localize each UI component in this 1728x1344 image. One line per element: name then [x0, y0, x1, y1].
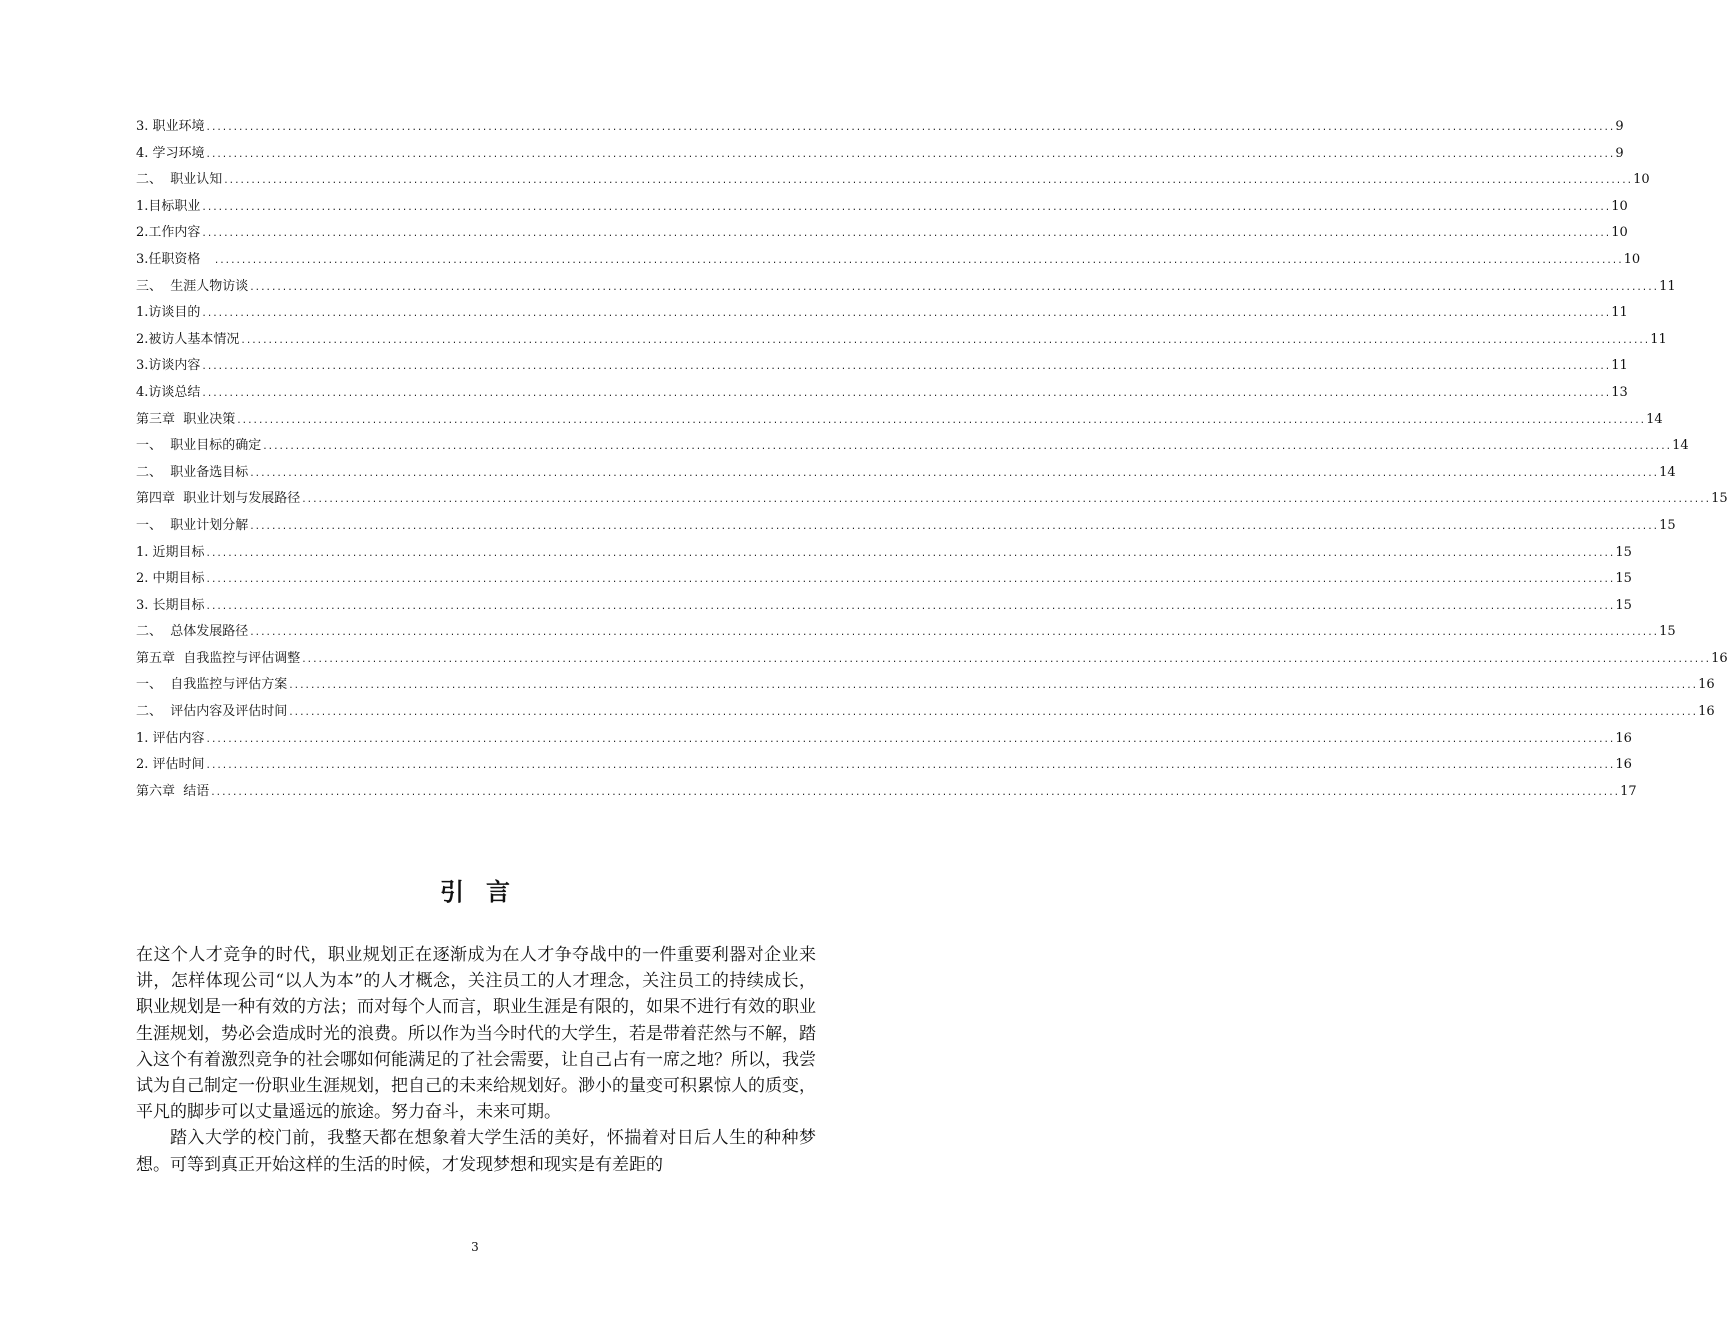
toc-entry-label: 一、 职业计划分解 [136, 517, 249, 533]
toc-entry-page: 16 [1615, 757, 1632, 773]
toc-dot-leader: .................................................................................................................................................................................................................................................................... [301, 495, 1711, 506]
toc-entry-page: 10 [1633, 172, 1650, 188]
toc-entry-page: 11 [1650, 331, 1667, 347]
toc-entry-page: 16 [1711, 650, 1728, 666]
table-of-contents [136, 114, 1728, 805]
toc-entry[interactable] [136, 672, 1715, 699]
toc-entry[interactable] [136, 646, 1728, 673]
toc-entry-page: 15 [1659, 517, 1676, 533]
toc-dot-leader: .................................................................................................................................................................................................................................................................... [213, 255, 1623, 266]
toc-entry-label: 第三章 职业决策 [136, 411, 236, 427]
toc-dot-leader: .................................................................................................................................................................................................................................................................... [288, 708, 1698, 719]
toc-entry-label: 一、 职业目标的确定 [136, 438, 262, 454]
paragraph-intro: 在这个人才竞争的时代，职业规划正在逐渐成为在人才争夺战中的一件重要利器对企业来讲，怎样体现公司“以人为本”的人才概念，关注员工的人才理念，关注员工的持续成长，职业规划是一种有效的方法；而对每个人而言，职业生涯是有限的，如果不进行有效的职业生涯规划，势必会造成时光的浪费。所以作为当今时代的大学生，若是带着茫然与不解，踏入这个有着激烈竞争的社会哪如何能满足的了社会需要，让自己占有一席之地？所以，我尝试为自己制定一份职业生涯规划，把自己的未来给规划好。渺小的量变可积累惊人的质变，平凡的脚步可以丈量遥远的旅途。努力奋斗，未来可期。 [136, 945, 816, 1123]
toc-entry[interactable] [136, 513, 1676, 540]
toc-entry-page: 15 [1711, 491, 1728, 507]
toc-entry-label: 2. 评估时间 [136, 757, 205, 773]
toc-entry-page: 13 [1611, 384, 1628, 400]
toc-entry-label: 4.访谈总结 [136, 384, 201, 400]
toc-entry-page: 10 [1623, 251, 1641, 267]
toc-entry-page: 14 [1672, 438, 1689, 454]
toc-entry-label: 2.被访人基本情况 [136, 331, 240, 347]
toc-dot-leader: .................................................................................................................................................................................................................................................................... [236, 415, 1646, 426]
toc-dot-leader: .................................................................................................................................................................................................................................................................... [201, 309, 1611, 320]
toc-entry[interactable] [136, 167, 1650, 194]
toc-entry-page: 16 [1698, 677, 1715, 693]
toc-dot-leader: .................................................................................................................................................................................................................................................................... [288, 681, 1698, 692]
toc-entry[interactable] [136, 141, 1624, 168]
toc-entry[interactable] [136, 407, 1663, 434]
toc-entry[interactable] [136, 726, 1632, 753]
toc-entry-label: 一、 自我监控与评估方案 [136, 677, 288, 693]
toc-dot-leader: .................................................................................................................................................................................................................................................................... [249, 628, 1659, 639]
toc-dot-leader: .................................................................................................................................................................................................................................................................... [205, 123, 1615, 133]
toc-entry[interactable] [136, 699, 1715, 726]
toc-entry[interactable] [136, 433, 1689, 460]
toc-dot-leader: .................................................................................................................................................................................................................................................................... [205, 761, 1615, 772]
toc-entry-page: 10 [1611, 225, 1628, 241]
toc-entry-page: 11 [1659, 278, 1676, 294]
toc-entry-label: 1.访谈目的 [136, 305, 201, 321]
toc-entry-label: 3.访谈内容 [136, 358, 201, 374]
toc-entry-page: 11 [1611, 305, 1628, 321]
toc-dot-leader: .................................................................................................................................................................................................................................................................... [249, 468, 1659, 479]
toc-entry-page: 14 [1646, 411, 1663, 427]
toc-entry-page: 11 [1611, 358, 1628, 374]
toc-entry-page: 16 [1698, 704, 1715, 720]
toc-entry-label: 3.任职资格 [136, 251, 213, 267]
page-number: 3 [471, 1240, 479, 1254]
toc-entry[interactable] [136, 460, 1676, 487]
toc-dot-leader: .................................................................................................................................................................................................................................................................... [201, 202, 1611, 213]
toc-entry[interactable] [136, 274, 1676, 301]
toc-dot-leader: .................................................................................................................................................................................................................................................................... [210, 787, 1620, 798]
toc-entry-label: 第四章 职业计划与发展路径 [136, 491, 301, 507]
toc-entry[interactable] [136, 353, 1628, 380]
toc-entry-label: 二、 总体发展路径 [136, 624, 249, 640]
toc-dot-leader: .................................................................................................................................................................................................................................................................... [205, 548, 1615, 559]
toc-dot-leader: .................................................................................................................................................................................................................................................................... [205, 734, 1615, 745]
toc-entry[interactable] [136, 380, 1628, 407]
toc-entry-page: 9 [1615, 145, 1624, 161]
toc-dot-leader: .................................................................................................................................................................................................................................................................... [201, 362, 1611, 373]
toc-dot-leader: .................................................................................................................................................................................................................................................................... [301, 654, 1711, 665]
toc-entry[interactable] [136, 114, 1624, 141]
toc-entry-label: 1.目标职业 [136, 198, 201, 214]
toc-dot-leader: .................................................................................................................................................................................................................................................................... [205, 575, 1615, 586]
toc-dot-leader: .................................................................................................................................................................................................................................................................... [201, 388, 1611, 399]
toc-entry-page: 16 [1615, 730, 1632, 746]
toc-entry-label: 二、 职业认知 [136, 172, 223, 188]
toc-entry[interactable] [136, 540, 1632, 567]
toc-dot-leader: .................................................................................................................................................................................................................................................................... [205, 149, 1615, 160]
toc-entry-page: 10 [1611, 198, 1628, 214]
toc-entry-page: 15 [1659, 624, 1676, 640]
toc-entry[interactable] [136, 566, 1632, 593]
toc-entry-label: 4. 学习环境 [136, 145, 205, 161]
toc-entry-label: 三、 生涯人物访谈 [136, 278, 249, 294]
toc-entry-label: 3. 长期目标 [136, 597, 205, 613]
toc-entry[interactable] [136, 220, 1628, 247]
toc-entry-label: 二、 职业备选目标 [136, 464, 249, 480]
toc-entry[interactable] [136, 752, 1632, 779]
toc-entry-page: 17 [1620, 783, 1637, 799]
toc-entry[interactable] [136, 300, 1628, 327]
toc-dot-leader: .................................................................................................................................................................................................................................................................... [249, 521, 1659, 532]
toc-entry-page: 14 [1659, 464, 1676, 480]
toc-entry-page: 15 [1615, 597, 1632, 613]
toc-entry-label: 二、 评估内容及评估时间 [136, 704, 288, 720]
toc-entry[interactable] [136, 619, 1676, 646]
toc-dot-leader: .................................................................................................................................................................................................................................................................... [240, 335, 1650, 346]
toc-dot-leader: .................................................................................................................................................................................................................................................................... [249, 282, 1659, 293]
toc-entry[interactable] [136, 327, 1667, 354]
toc-entry-page: 15 [1615, 544, 1632, 560]
toc-entry[interactable] [136, 194, 1628, 221]
toc-dot-leader: .................................................................................................................................................................................................................................................................... [262, 442, 1672, 453]
toc-entry-label: 2.工作内容 [136, 225, 201, 241]
toc-entry-label: 2. 中期目标 [136, 571, 205, 587]
toc-entry[interactable] [136, 247, 1641, 274]
toc-entry-page: 15 [1615, 571, 1632, 587]
toc-dot-leader: .................................................................................................................................................................................................................................................................... [201, 229, 1611, 240]
toc-entry-label: 1. 评估内容 [136, 730, 205, 746]
toc-entry-page: 9 [1615, 119, 1624, 134]
toc-entry-label: 第五章 自我监控与评估调整 [136, 650, 301, 666]
toc-entry-label: 3. 职业环境 [136, 119, 205, 134]
section-title: 引言 [440, 878, 532, 906]
toc-entry[interactable] [136, 779, 1637, 806]
paragraph-college: 踏入大学的校门前，我整天都在想象着大学生活的美好，怀揣着对日后人生的种种梦想。可等到真正开始这样的生活的时候，才发现梦想和现实是有差距的 [136, 1128, 816, 1175]
body-text [136, 942, 816, 1178]
toc-dot-leader: .................................................................................................................................................................................................................................................................... [205, 601, 1615, 612]
toc-entry[interactable] [136, 593, 1632, 620]
toc-dot-leader: .................................................................................................................................................................................................................................................................... [223, 176, 1633, 187]
toc-entry-label: 第六章 结语 [136, 783, 210, 799]
toc-entry-label: 1. 近期目标 [136, 544, 205, 560]
toc-entry[interactable] [136, 486, 1728, 513]
